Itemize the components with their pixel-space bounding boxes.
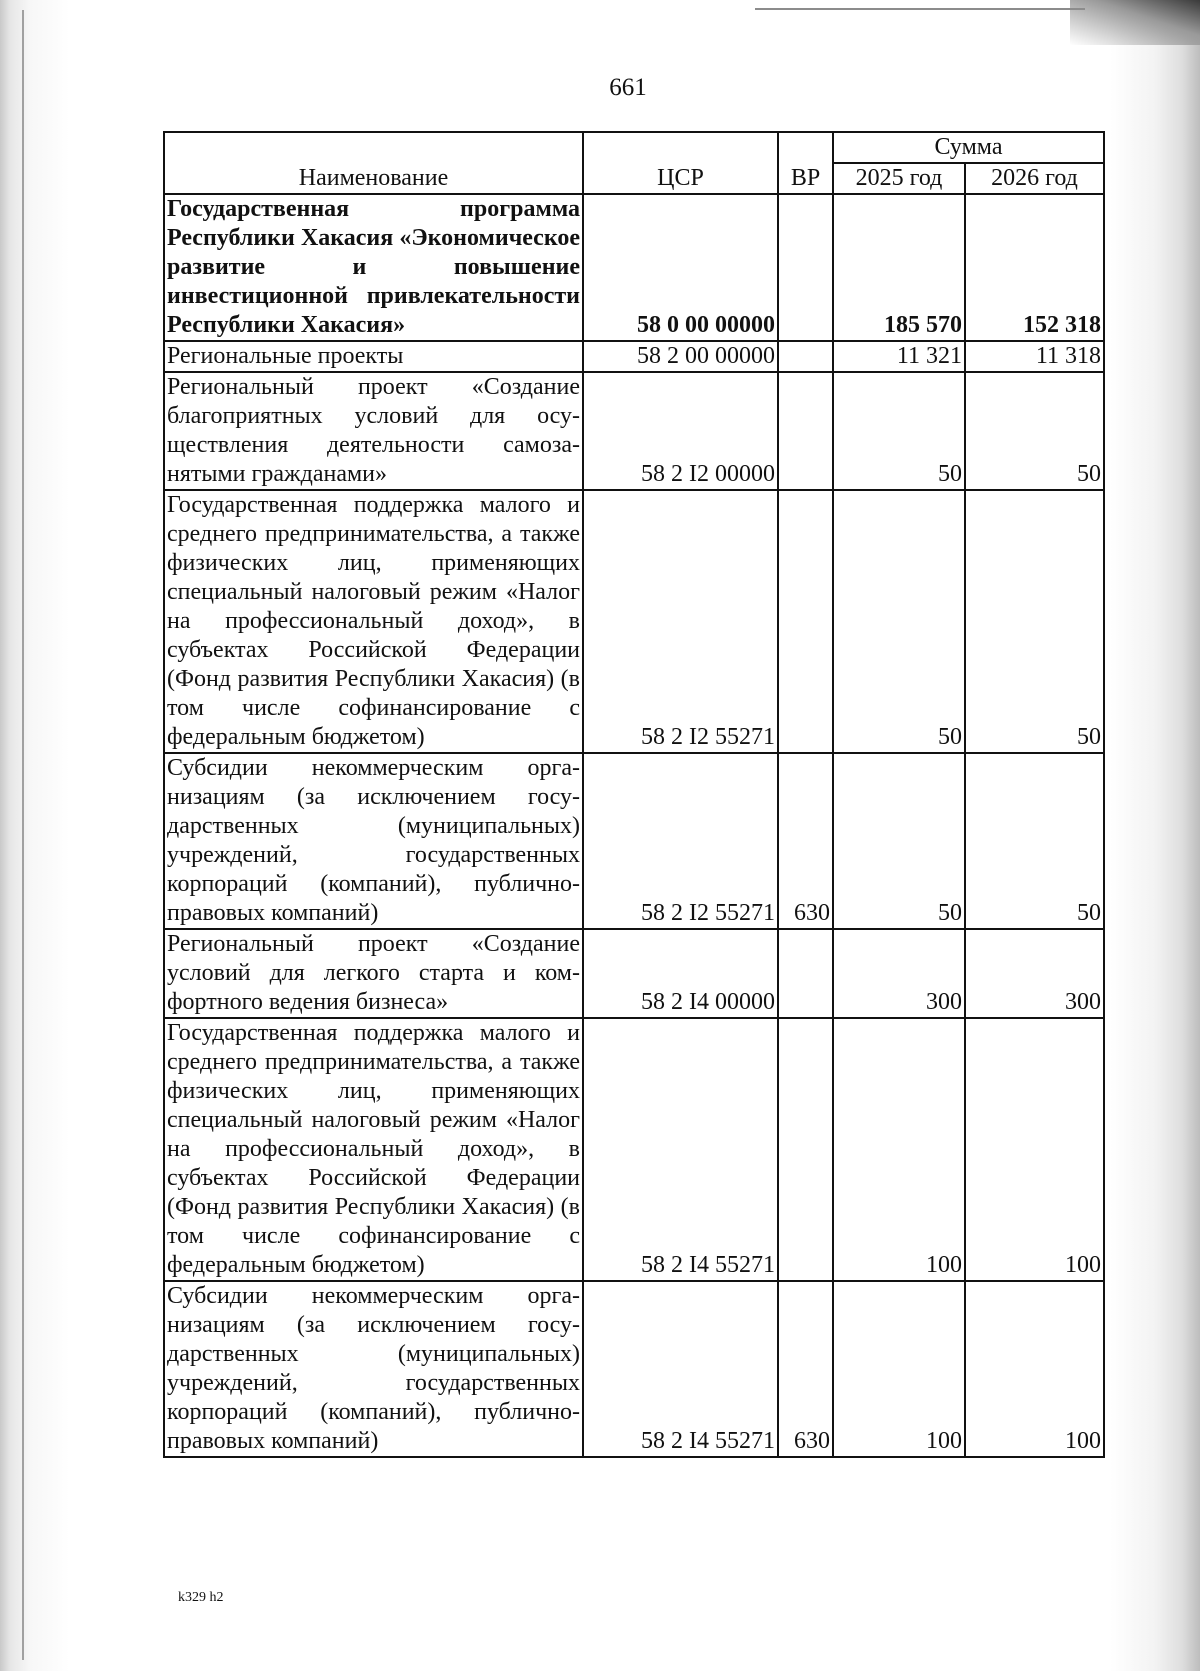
scan-top-line [755,8,1085,10]
row-amount-2026: 50 [965,372,1104,490]
row-vr [778,1018,833,1281]
row-vr: 630 [778,753,833,929]
row-name: Региональный проект «Создание благоприятных условий для осуществления деятельности самозанятыми гражданами» [164,372,583,490]
row-csr: 58 2 I4 55271 [583,1281,778,1457]
table-row [164,753,1104,929]
row-amount-2026: 100 [965,1018,1104,1281]
table-row [164,1281,1104,1457]
row-amount-2026: 50 [965,490,1104,753]
row-csr: 58 2 I4 00000 [583,929,778,1018]
row-csr: 58 2 I2 00000 [583,372,778,490]
table-row [164,341,1104,372]
row-csr: 58 2 I2 55271 [583,753,778,929]
row-name: Государственная поддержка малого и среднего предпринимательства, а также физических лиц, применяющих специальный налоговый режим «Налог на профессиональный доход», в субъектах Российской Федерации (Фонд развития Республики Хакасия) (в том числе софинансирование с федеральным бюджетом) [164,490,583,753]
header-vr: ВР [778,132,833,194]
row-name: Региональные проекты [164,341,583,372]
page-number: 661 [609,74,647,101]
row-name: Государственная программа Республики Хакасия «Экономическое развитие и повышение инвестиционной привлекательности Республики Хакасия» [164,194,583,341]
row-amount-2026: 300 [965,929,1104,1018]
row-amount-2026: 100 [965,1281,1104,1457]
row-vr [778,490,833,753]
footer-code: k329 h2 [178,1590,224,1605]
row-amount-2025: 100 [833,1281,965,1457]
row-amount-2025: 300 [833,929,965,1018]
row-csr: 58 2 I2 55271 [583,490,778,753]
table-row [164,372,1104,490]
row-vr [778,341,833,372]
row-vr [778,194,833,341]
row-csr: 58 2 I4 55271 [583,1018,778,1281]
row-amount-2026: 152 318 [965,194,1104,341]
row-name: Субсидии некоммерческим организациям (за исключением государственных (муниципальных) учреждений, государственных корпораций (компаний), публично-правовых компаний) [164,1281,583,1457]
row-amount-2025: 100 [833,1018,965,1281]
row-vr: 630 [778,1281,833,1457]
row-amount-2025: 11 321 [833,341,965,372]
scan-edge-right [1110,0,1200,1671]
header-year-2026: 2026 год [965,163,1104,194]
header-csr: ЦСР [583,132,778,194]
row-amount-2026: 50 [965,753,1104,929]
row-amount-2025: 50 [833,372,965,490]
table-body [164,194,1104,1457]
header-sum: Сумма [833,132,1104,163]
row-csr: 58 0 00 00000 [583,194,778,341]
row-name: Государственная поддержка малого и среднего предпринимательства, а также физических лиц, применяющих специальный налоговый режим «Налог на профессиональный доход», в субъектах Российской Федерации (Фонд развития Республики Хакасия) (в том числе софинансирование с федеральным бюджетом) [164,1018,583,1281]
table-row [164,194,1104,341]
header-year-2025: 2025 год [833,163,965,194]
budget-table [163,131,1105,1458]
row-amount-2026: 11 318 [965,341,1104,372]
row-vr [778,372,833,490]
table-row [164,929,1104,1018]
row-amount-2025: 185 570 [833,194,965,341]
row-name: Региональный проект «Создание условий для легкого старта и комфортного ведения бизнеса» [164,929,583,1018]
row-amount-2025: 50 [833,753,965,929]
table-row [164,490,1104,753]
row-csr: 58 2 00 00000 [583,341,778,372]
row-name: Субсидии некоммерческим организациям (за исключением государственных (муниципальных) учреждений, государственных корпораций (компаний), публично-правовых компаний) [164,753,583,929]
row-vr [778,929,833,1018]
row-amount-2025: 50 [833,490,965,753]
header-name: Наименование [164,132,583,194]
scan-corner-shadow [1070,0,1200,45]
scan-edge-left [0,0,70,1671]
table-row [164,1018,1104,1281]
scan-binding-line [22,10,24,1660]
